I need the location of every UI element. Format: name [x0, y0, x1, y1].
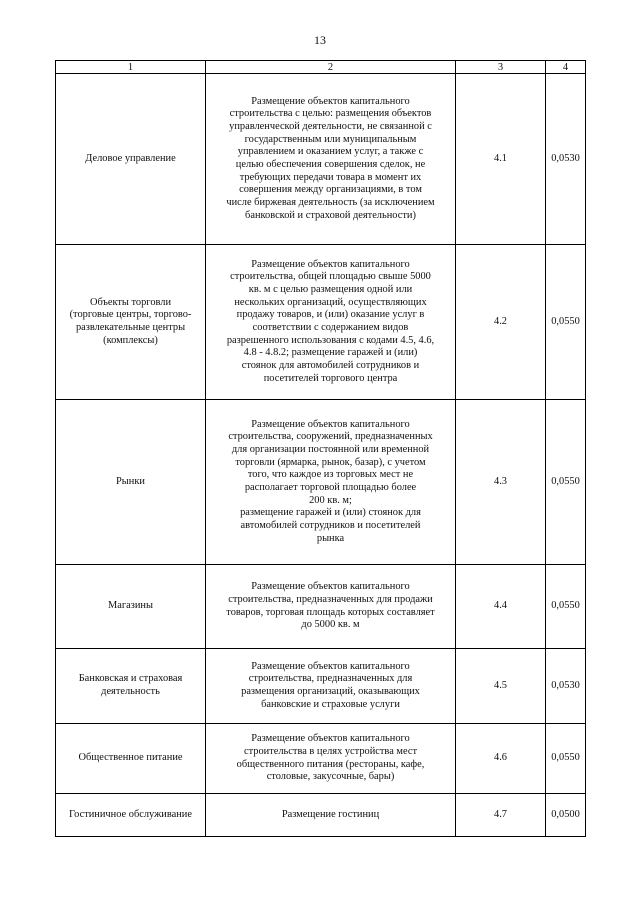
coefficient-value: 0,0530 [546, 649, 586, 724]
land-use-code: 4.3 [456, 400, 546, 565]
land-use-name: Банковская и страховая деятельность [56, 649, 206, 724]
table-row [56, 565, 586, 649]
land-use-name: Общественное питание [56, 724, 206, 794]
land-use-code: 4.7 [456, 794, 546, 837]
land-use-code: 4.1 [456, 74, 546, 245]
column-header-4: 4 [546, 61, 586, 74]
table-row [56, 724, 586, 794]
coefficient-value: 0,0500 [546, 794, 586, 837]
coefficient-value: 0,0530 [546, 74, 586, 245]
column-header-3: 3 [456, 61, 546, 74]
column-header-2: 2 [206, 61, 456, 74]
column-header-1: 1 [56, 61, 206, 74]
land-use-description: Размещение гостиниц [206, 794, 456, 837]
land-use-name: Магазины [56, 565, 206, 649]
coefficient-value: 0,0550 [546, 565, 586, 649]
land-use-code: 4.2 [456, 245, 546, 400]
land-use-description: Размещение объектов капитального строительства, предназначенных для размещения организаций, оказывающих банковские и страховые услуги [206, 649, 456, 724]
coefficient-value: 0,0550 [546, 245, 586, 400]
land-use-description: Размещение объектов капитального строительства, предназначенных для продажи товаров, торговая площадь которых составляет до 5000 кв. м [206, 565, 456, 649]
table-row [56, 400, 586, 565]
land-use-description: Размещение объектов капитального строительства с целью: размещения объектов управленческой деятельности, не связанной с государственным или муниципальным управлением и оказанием услуг, а также с целью обеспечения совершения сделок, не требующих передачи товара в момент их совершения между организациями, в том числе биржевая деятельность (за исключением банковской и страховой деятельности) [206, 74, 456, 245]
coefficient-value: 0,0550 [546, 724, 586, 794]
land-use-name: Гостиничное обслуживание [56, 794, 206, 837]
land-use-name: Объекты торговли (торговые центры, торгово- развлекательные центры (комплексы) [56, 245, 206, 400]
page-number: 13 [314, 33, 326, 47]
land-use-description: Размещение объектов капитального строительства в целях устройства мест общественного питания (рестораны, кафе, столовые, закусочные, бары) [206, 724, 456, 794]
table-row [56, 245, 586, 400]
table-row [56, 649, 586, 724]
land-use-description: Размещение объектов капитального строительства, сооружений, предназначенных для организации постоянной или временной торговли (ярмарка, рынок, базар), с учетом того, что каждое из торговых мест не располагает торговой площадью более 200 кв. м; размещение гаражей и (или) стоянок для автомобилей сотрудников и посетителей рынка [206, 400, 456, 565]
table-row [56, 74, 586, 245]
land-use-name: Деловое управление [56, 74, 206, 245]
coefficient-value: 0,0550 [546, 400, 586, 565]
land-use-code: 4.5 [456, 649, 546, 724]
land-use-code: 4.6 [456, 724, 546, 794]
header-row [56, 61, 586, 74]
land-use-table [55, 60, 586, 837]
land-use-name: Рынки [56, 400, 206, 565]
land-use-description: Размещение объектов капитального строительства, общей площадью свыше 5000 кв. м с целью размещения одной или нескольких организаций, осуществляющих продажу товаров, и (или) оказание услуг в соответствии с содержанием видов разрешенного использования с кодами 4.5, 4.6, 4.8 - 4.8.2; размещение гаражей и (или) стоянок для автомобилей сотрудников и посетителей торгового центра [206, 245, 456, 400]
land-use-code: 4.4 [456, 565, 546, 649]
table-row [56, 794, 586, 837]
